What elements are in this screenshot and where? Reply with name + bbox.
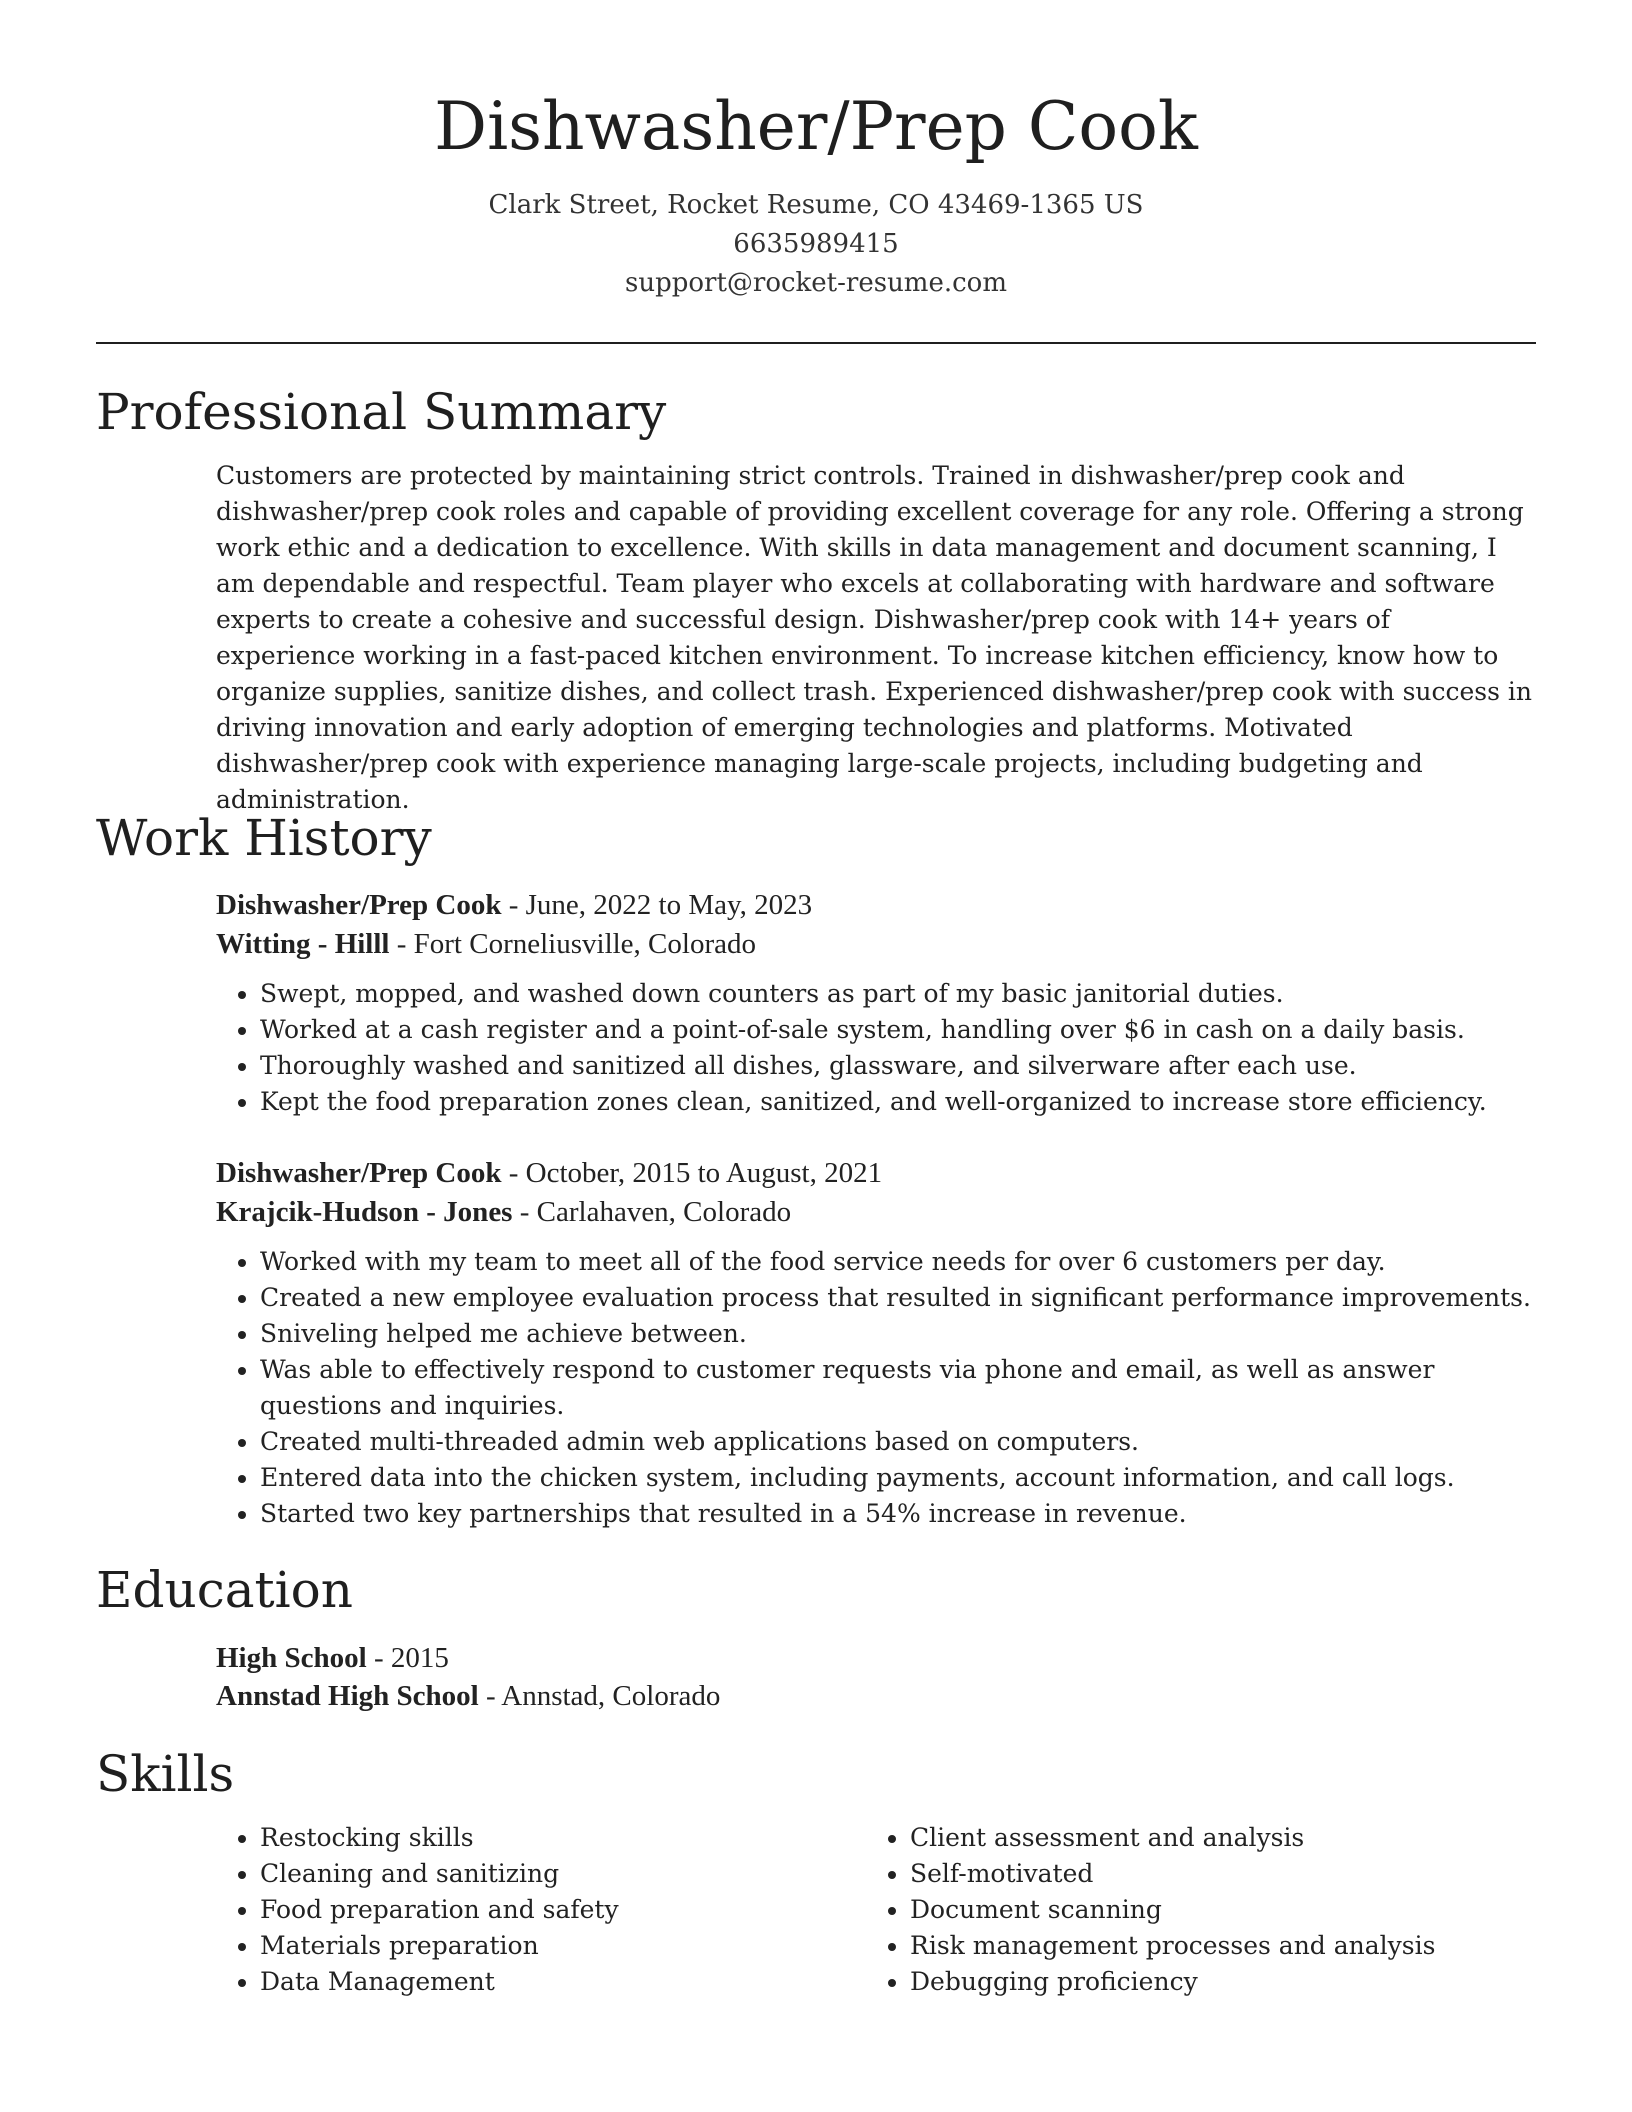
skill-item: • Food preparation and safety	[260, 1892, 866, 1928]
education-year: - 2015	[366, 1642, 449, 1674]
education-school: Annstad High School	[216, 1680, 479, 1712]
job-title: Dishwasher/Prep Cook	[216, 1157, 502, 1189]
job-company-line	[216, 1193, 1536, 1232]
job-entry	[216, 1154, 1536, 1532]
job-title-line	[216, 886, 1536, 925]
job-bullet: • Was able to effectively respond to customer requests via phone and email, as well as answer questions and inquiries.	[260, 1352, 1536, 1424]
skills-heading: Skills	[96, 1745, 235, 1803]
skill-item: • Risk management processes and analysis	[910, 1928, 1516, 1964]
skills-section	[216, 1820, 1536, 2000]
skill-item: • Cleaning and sanitizing	[260, 1856, 866, 1892]
job-location: - Fort Corneliusville, Colorado	[389, 928, 756, 960]
resume-header	[96, 82, 1536, 303]
education-degree-line	[216, 1639, 1536, 1677]
job-dates: - June, 2022 to May, 2023	[501, 889, 813, 921]
skill-item: • Data Management	[260, 1964, 866, 2000]
job-bullet: • Worked with my team to meet all of the food service needs for over 6 customers per day.	[260, 1244, 1536, 1280]
header-divider	[96, 342, 1536, 344]
job-company: Krajcik-Hudson - Jones	[216, 1196, 513, 1228]
job-dates: - October, 2015 to August, 2021	[501, 1157, 883, 1189]
education-school-line	[216, 1677, 1536, 1715]
skill-item: • Client assessment and analysis	[910, 1820, 1516, 1856]
job-bullet: • Sniveling helped me achieve between.	[260, 1316, 1536, 1352]
education-heading: Education	[96, 1561, 353, 1619]
job-bullets	[216, 1244, 1536, 1532]
skill-item: • Materials preparation	[260, 1928, 866, 1964]
contact-email: support@rocket-resume.com	[624, 268, 1007, 298]
education-location: - Annstad, Colorado	[478, 1680, 721, 1712]
job-title-line	[216, 1154, 1536, 1193]
summary-heading: Professional Summary	[96, 383, 667, 441]
job-bullet: • Created multi-threaded admin web applications based on computers.	[260, 1424, 1536, 1460]
job-company: Witting - Hilll	[216, 928, 390, 960]
skill-item: • Restocking skills	[260, 1820, 866, 1856]
job-bullets	[216, 976, 1536, 1120]
contact-address: Clark Street, Rocket Resume, CO 43469-1365 US	[488, 190, 1144, 220]
job-bullet: • Worked at a cash register and a point-of-sale system, handling over $6 in cash on a daily basis.	[260, 1012, 1536, 1048]
job-bullet: • Created a new employee evaluation process that resulted in significant performance improvements.	[260, 1280, 1536, 1316]
skills-list-right	[866, 1820, 1516, 2000]
skill-item: • Document scanning	[910, 1892, 1516, 1928]
job-bullet: • Swept, mopped, and washed down counters as part of my basic janitorial duties.	[260, 976, 1536, 1012]
summary-section	[216, 458, 1536, 818]
skill-item: • Self-motivated	[910, 1856, 1516, 1892]
contact-phone: 6635989415	[733, 229, 899, 259]
job-entry	[216, 886, 1536, 1120]
skills-column-right	[866, 1820, 1516, 2000]
education-degree: High School	[216, 1642, 367, 1674]
job-bullet: • Entered data into the chicken system, including payments, account information, and call logs.	[260, 1460, 1536, 1496]
job-location: - Carlahaven, Colorado	[512, 1196, 792, 1228]
skills-list-left	[216, 1820, 866, 2000]
summary-text: Customers are protected by maintaining strict controls. Trained in dishwasher/prep cook and dishwasher/prep cook roles and capable of providing excellent coverage for any role. Offering a strong work ethic and a dedication to excellence. With skills in data management and document scanning, I am dependable and respectful. Team player who excels at collaborating with hardware and software experts to create a cohesive and successful design. Dishwasher/prep cook with 14+ years of experience working in a fast-paced kitchen environment. To increase kitchen efficiency, know how to organize supplies, sanitize dishes, and collect trash. Experienced dishwasher/prep cook with success in driving innovation and early adoption of emerging technologies and platforms. Motivated dishwasher/prep cook with experience managing large-scale projects, including budgeting and administration.	[216, 461, 1533, 814]
job-bullet: • Kept the food preparation zones clean, sanitized, and well-organized to increase store efficiency.	[260, 1084, 1536, 1120]
skills-columns	[216, 1820, 1536, 2000]
job-company-line	[216, 925, 1536, 964]
skill-item: • Debugging proficiency	[910, 1964, 1516, 2000]
work-history-heading: Work History	[96, 809, 432, 867]
job-bullet: • Started two key partnerships that resulted in a 54% increase in revenue.	[260, 1496, 1536, 1532]
skills-column-left	[216, 1820, 866, 2000]
job-bullet: • Thoroughly washed and sanitized all dishes, glassware, and silverware after each use.	[260, 1048, 1536, 1084]
job-title: Dishwasher/Prep Cook	[216, 889, 502, 921]
candidate-name: Dishwasher/Prep Cook	[434, 88, 1198, 165]
education-entry	[216, 1639, 1536, 1715]
